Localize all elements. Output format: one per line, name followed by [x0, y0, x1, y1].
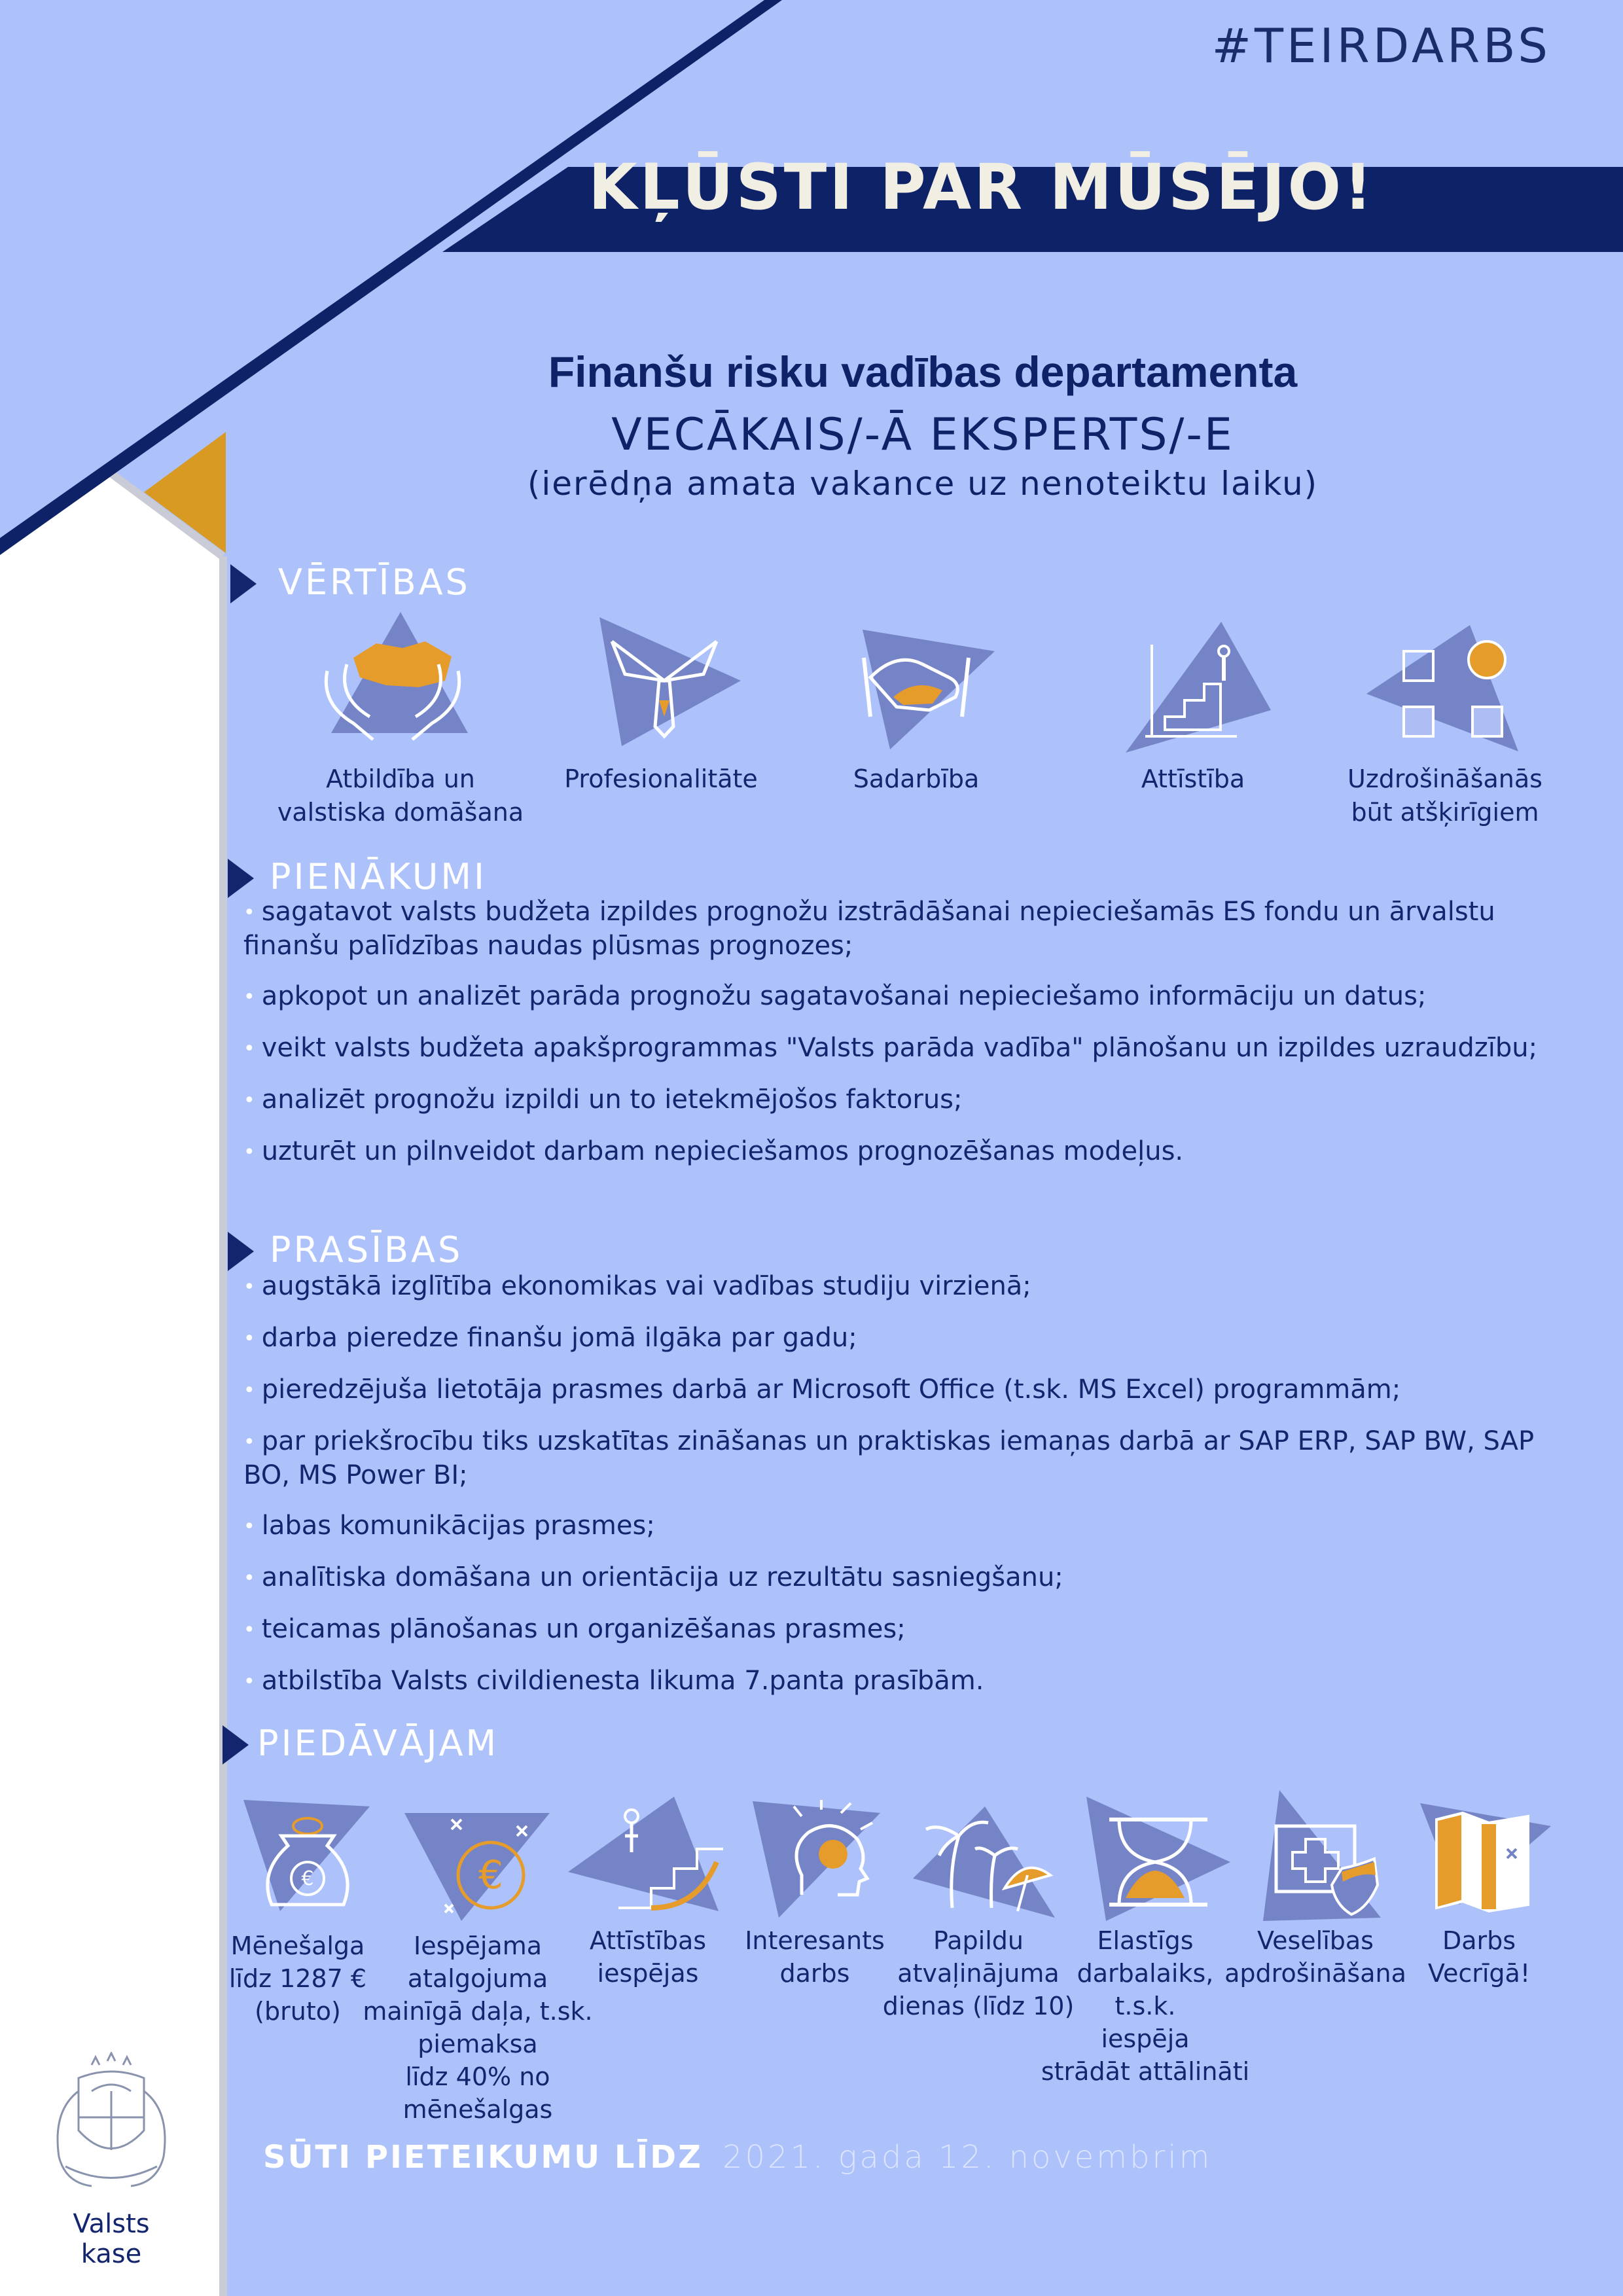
offer-label-line: darbalaiks, [1077, 1959, 1214, 1988]
svg-text:€: € [301, 1867, 314, 1890]
organization-name: Valsts kase [73, 2209, 150, 2269]
euro-coin-icon [432, 1806, 550, 1924]
hourglass-icon [1099, 1806, 1217, 1918]
panel-edge-strip [219, 556, 227, 2296]
duties-title: PIENĀKUMI [270, 856, 487, 897]
section-arrow-icon [228, 1232, 254, 1271]
offer-label-line: darbs [779, 1959, 850, 1988]
requirement-item: • teicamas plānošanas un organizēšanas prasmes; [243, 1613, 1572, 1647]
svg-text:€: € [478, 1852, 504, 1898]
offer-label-line: (bruto) [255, 1997, 341, 2026]
standout-squares-icon [1394, 635, 1512, 746]
offer-label-line: Papildu [933, 1926, 1024, 1955]
requirement-item: • par priekšrocību tiks uzskatītas zināšanas un praktiskas iemaņas darbā ar SAP ERP, SAP BW, SAP BO, MS Power BI; [243, 1425, 1572, 1492]
duty-item: • uzturēt un pilnveidot darbam nepieciešamos prognozēšanas modeļus. [243, 1135, 1572, 1169]
offer-label-line: atalgojuma [407, 1964, 548, 1993]
department-title: Finanšu risku vadības departamenta [548, 348, 1298, 396]
offer-label-line: dienas (līdz 10) [882, 1992, 1075, 2020]
money-bag-euro-icon [252, 1806, 363, 1918]
offer-item-development [569, 1924, 726, 1990]
value-item-responsibility [276, 762, 525, 829]
offer-label-line: iespēja [1101, 2024, 1190, 2053]
handshake-icon [857, 638, 975, 736]
offer-label-line: t.s.k. [1115, 1992, 1176, 2020]
offer-label-line: līdz 40% no mēnešalgas [402, 2062, 553, 2124]
health-insurance-icon [1270, 1820, 1387, 1918]
offer-label-line: Elastīgs [1097, 1926, 1194, 1955]
offer-label-line: Darbs [1442, 1926, 1516, 1955]
requirements-list [243, 1270, 1572, 1716]
duties-list [243, 895, 1572, 1187]
offer-label-line: Interesants [745, 1926, 885, 1955]
requirement-item: • darba pieredze finanšu jomā ilgāka par gadu; [243, 1321, 1572, 1355]
application-deadline [263, 2139, 1212, 2176]
offer-label-line: piemaksa [418, 2030, 538, 2058]
duty-item: • veikt valsts budžeta apakšprogrammas "Valsts parāda vadība" plānošanu un izpildes uzraudzību; [243, 1031, 1572, 1066]
value-item-courage [1321, 762, 1569, 829]
white-side-panel [0, 473, 223, 2296]
offer-item-health-insurance [1224, 1924, 1407, 1990]
requirement-item: • pieredzējuša lietotāja prasmes darbā ar Microsoft Office (t.sk. MS Excel) programmām; [243, 1373, 1572, 1407]
requirement-item: • analītiska domāšana un orientācija uz rezultātu sasniegšanu; [243, 1561, 1572, 1595]
riga-map-icon [1430, 1810, 1535, 1914]
offer-label-line: apdrošināšana [1224, 1959, 1406, 1988]
duty-item: • sagatavot valsts budžeta izpildes prognožu izstrādāšanai nepieciešamās ES fondu un ārvalstu finanšu palīdzības naudas plūsmas prognozes; [243, 895, 1572, 962]
offer-label-line: Vecrīgā! [1427, 1959, 1531, 1988]
section-arrow-icon [230, 564, 257, 603]
latvia-coat-of-arms-icon [39, 2052, 183, 2196]
beach-palm-icon [913, 1803, 1057, 1914]
duty-item: • analizēt prognožu izpildi un to ietekmējošos faktorus; [243, 1083, 1572, 1117]
position-title: VECĀKAIS/-Ā EKSPERTS/-E [611, 409, 1234, 461]
brain-head-icon [776, 1797, 887, 1914]
value-label-line2: būt atšķirīgiem [1351, 798, 1539, 827]
shirt-tie-icon [599, 628, 730, 746]
value-item-cooperation [792, 762, 1041, 796]
offer-label-line: līdz 1287 € [228, 1964, 367, 1993]
duty-item: • apkopot un analizēt parāda prognožu sagatavošanai nepieciešamo informāciju un datus; [243, 980, 1572, 1014]
offer-item-interesting-work [736, 1924, 893, 1990]
value-item-professionalism [537, 762, 785, 796]
requirement-item: • labas komunikācijas prasmes; [243, 1509, 1572, 1543]
values-title: VĒRTĪBAS [278, 562, 471, 603]
offer-label-line: Iespējama [413, 1931, 543, 1960]
offer-label-line: Veselības [1257, 1926, 1374, 1955]
section-arrow-icon [228, 859, 254, 898]
requirements-title: PRASĪBAS [270, 1229, 463, 1270]
deadline-date: 2021. gada 12. novembrim [722, 2139, 1213, 2176]
requirement-item: • augstākā izglītība ekonomikas vai vadības studiju virzienā; [243, 1270, 1572, 1304]
value-label-line2: valstiska domāšana [277, 798, 524, 827]
value-label-line1: Uzdrošināšanās [1347, 764, 1543, 793]
position-subtitle: (ierēdņa amata vakance uz nenoteiktu laiku) [527, 465, 1319, 503]
requirement-item: • atbilstība Valsts civildienesta likuma 7.panta prasībām. [243, 1664, 1572, 1698]
offer-title: PIEDĀVĀJAM [257, 1723, 499, 1764]
growth-stairs-icon [1139, 638, 1243, 743]
headline: KĻŪSTI PAR MŪSĒJO! [588, 151, 1375, 224]
deadline-label: SŪTI PIETEIKUMU LĪDZ [263, 2139, 703, 2176]
value-label-line1: Atbildība un [326, 764, 475, 793]
value-label-line1: Attīstība [1141, 764, 1245, 793]
offer-label-line: mainīgā daļa, t.sk. [363, 1997, 593, 2026]
value-label-line1: Sadarbība [853, 764, 980, 793]
offer-label-line: Mēnešalga [230, 1931, 365, 1960]
value-item-development [1069, 762, 1317, 796]
offer-label-line: Attīstības [589, 1926, 707, 1955]
hands-latvia-map-icon [314, 625, 471, 749]
hashtag: #TEIRDARBS [1211, 18, 1551, 73]
offer-label-line: atvaļinājuma [897, 1959, 1060, 1988]
career-stairs-icon [612, 1803, 730, 1921]
offer-item-old-riga [1400, 1924, 1558, 1990]
value-label-line1: Profesionalitāte [564, 764, 758, 793]
offer-label-line: strādāt attālināti [1041, 2057, 1250, 2086]
offer-label-line: iespējas [597, 1959, 699, 1988]
section-arrow-icon [223, 1725, 249, 1765]
